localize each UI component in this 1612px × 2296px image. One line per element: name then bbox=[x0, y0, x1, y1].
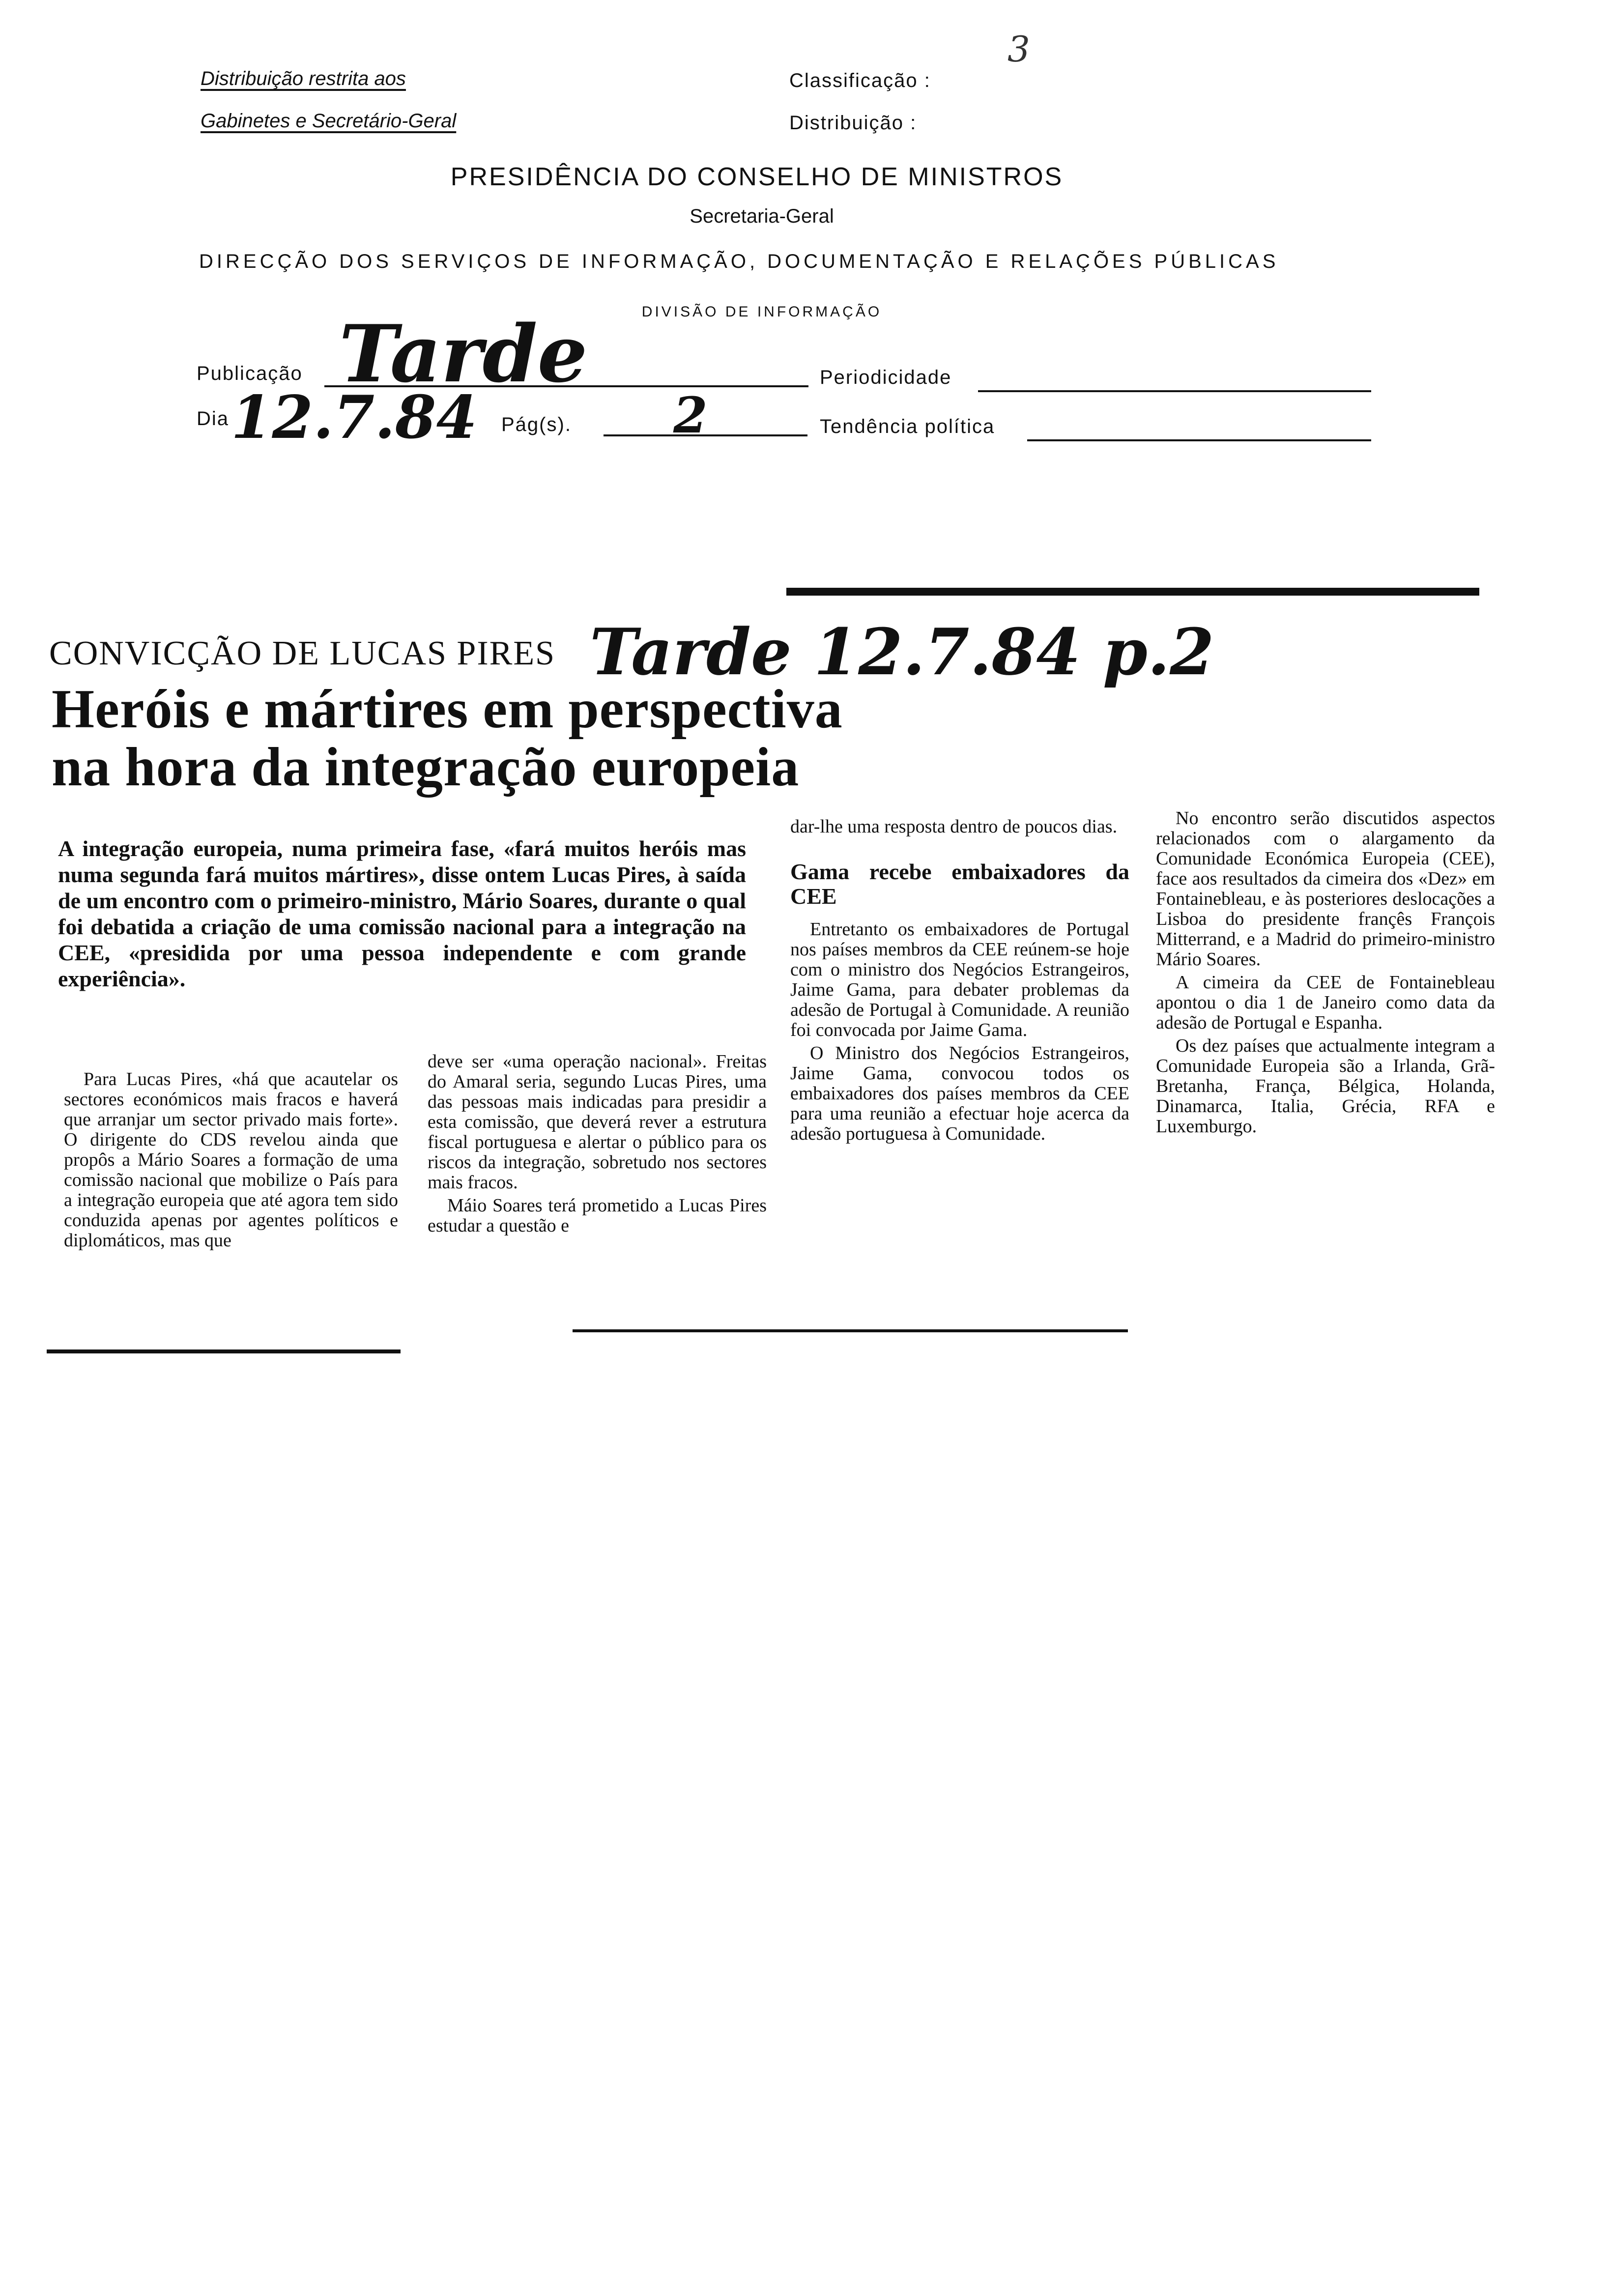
periodicidade-line bbox=[978, 390, 1371, 392]
publicacao-label: Publicação bbox=[197, 363, 303, 384]
distribution-line-2: Gabinetes e Secretário-Geral bbox=[201, 110, 457, 132]
classificacao-label: Classificação : bbox=[789, 70, 931, 91]
tendencia-line bbox=[1027, 439, 1371, 441]
col4-paragraph-3: Os dez países que actualmente integram a Comunidade Europeia são a Irlanda, Grã-Bretanha, França, Bélgica, Holanda, Dinamarca, Italia, Grécia, RFA e Luxemburgo. bbox=[1156, 1035, 1495, 1137]
col4-paragraph-1: No encontro serão discutidos aspectos relacionados com o alargamento da Comunidade Económica Europeia (CEE), face aos resultados da cimeira dos «Dez» em Fontainebleau, e às posteriores deslocações a Lisboa do presidente françês François Mitterrand, e a Madrid do primeiro-ministro Mário Soares. bbox=[1156, 808, 1495, 970]
article-kicker: CONVICÇÃO DE LUCAS PIRES bbox=[49, 634, 556, 672]
direccao-line: DIRECÇÃO DOS SERVIÇOS DE INFORMAÇÃO, DOCUMENTAÇÃO E RELAÇÕES PÚBLICAS bbox=[199, 251, 1279, 272]
distribution-line-1: Distribuição restrita aos bbox=[201, 68, 406, 89]
dia-handwritten: 12.7.84 bbox=[231, 383, 478, 452]
col2-paragraph-2: Máio Soares terá prometido a Lucas Pires estudar a questão e bbox=[428, 1195, 767, 1236]
col4-paragraph-2: A cimeira da CEE de Fontainebleau apontou o dia 1 de Janeiro como data da adesão de Portugal e Espanha. bbox=[1156, 972, 1495, 1033]
ministry-title: PRESIDÊNCIA DO CONSELHO DE MINISTROS bbox=[450, 163, 1064, 191]
distribuicao-label: Distribuição : bbox=[789, 112, 917, 134]
headline-line-1: Heróis e mártires em perspectiva bbox=[52, 679, 843, 740]
periodicidade-label: Periodicidade bbox=[820, 367, 952, 388]
headline-line-2: na hora da integração europeia bbox=[52, 737, 800, 798]
article-column-3 bbox=[790, 817, 1129, 1147]
top-right-handwritten-mark: 3 bbox=[1008, 29, 1030, 70]
divisao-informacao: DIVISÃO DE INFORMAÇÃO bbox=[641, 304, 882, 320]
secretaria-geral: Secretaria-Geral bbox=[690, 205, 834, 227]
pags-label: Pág(s). bbox=[501, 414, 572, 435]
tendencia-label: Tendência política bbox=[820, 416, 995, 437]
bottom-rule-left bbox=[47, 1349, 401, 1353]
article-lead: A integração europeia, numa primeira fase, «fará muitos heróis mas numa segunda fará muitos mártires», disse ontem Lucas Pires, à saída de um encontro com o primeiro-ministro, Mário Soares, durante o qual foi debatida a criação de uma comissão nacional para a integração na CEE, «presidida por uma pessoa independente e com grande experiência». bbox=[58, 836, 746, 991]
bottom-rule-middle bbox=[573, 1329, 1128, 1332]
article-column-1 bbox=[64, 1069, 398, 1254]
col3-subhead: Gama recebe embaixadores da CEE bbox=[790, 859, 1129, 909]
clipping-handwritten-note: Tarde 12.7.84 p.2 bbox=[590, 614, 1214, 689]
article-column-4 bbox=[1156, 808, 1495, 1140]
dia-label: Dia bbox=[197, 408, 230, 430]
col3-paragraph-2: Entretanto os embaixadores de Portugal nos países membros da CEE reúnem-se hoje com o ministro dos Negócios Estrangeiros, Jaime Gama, para debater problemas da adesão de Portugal à Comunidade. A reunião foi convocada por Jaime Gama. bbox=[790, 919, 1129, 1040]
col3-paragraph-1: dar-lhe uma resposta dentro de poucos dias. bbox=[790, 816, 1118, 837]
pags-handwritten: 2 bbox=[673, 386, 708, 444]
top-rule bbox=[786, 588, 1479, 596]
col1-paragraph: Para Lucas Pires, «há que acautelar os sectores económicos mais fracos e haverá que arranjar um sector privado mais forte». O dirigente do CDS revelou ainda que propôs a Mário Soares a formação de uma comissão nacional que mobilize o País para a integração europeia que até agora tem sido conduzida apenas por agentes políticos e diplomáticos, mas que bbox=[64, 1069, 398, 1251]
article-headline bbox=[52, 680, 1035, 796]
article-column-2 bbox=[428, 1052, 767, 1239]
col2-paragraph-1: deve ser «uma operação nacional». Freitas do Amaral seria, segundo Lucas Pires, uma das pessoas mais indicadas para presidir a esta comissão, que deverá rever a estrutura fiscal portuguesa e alertar o público para os riscos da integração, sobretudo nos sectores mais fracos. bbox=[428, 1051, 767, 1193]
publicacao-handwritten: Tarde bbox=[339, 308, 588, 400]
col3-paragraph-3: O Ministro dos Negócios Estrangeiros, Jaime Gama, convocou todos os embaixadores dos países membros da CEE para uma reunião a efectuar hoje acerca da adesão portuguesa à Comunidade. bbox=[790, 1043, 1129, 1144]
